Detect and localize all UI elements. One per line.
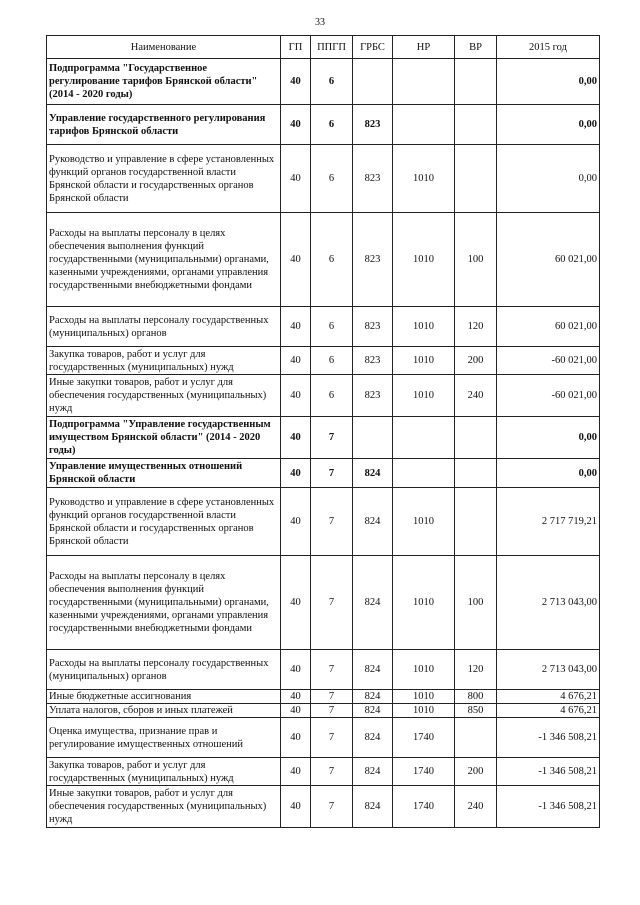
row-vr-cell xyxy=(455,459,497,488)
row-amount-cell: 0,00 xyxy=(497,59,600,105)
table-row xyxy=(47,459,600,488)
table-row xyxy=(47,556,600,650)
row-nr-cell xyxy=(393,417,455,459)
row-gp-cell: 40 xyxy=(281,459,311,488)
row-name-cell: Оценка имущества, признание прав и регулирование имущественных отношений xyxy=(47,718,281,758)
table-row xyxy=(47,704,600,718)
row-gp-cell: 40 xyxy=(281,718,311,758)
row-nr-cell: 1010 xyxy=(393,690,455,704)
row-name-cell: Подпрограмма "Управление государственным имуществом Брянской области" (2014 - 2020 годы) xyxy=(47,417,281,459)
header-ppgp: ППГП xyxy=(311,36,353,59)
row-name-cell: Иные бюджетные ассигнования xyxy=(47,690,281,704)
row-ppgp-cell: 6 xyxy=(311,105,353,145)
table-row xyxy=(47,488,600,556)
row-name-cell: Руководство и управление в сфере установленных функций органов государственной власти Брянской области и государственных органов Брянской области xyxy=(47,145,281,213)
row-grbs-cell: 824 xyxy=(353,650,393,690)
row-nr-cell: 1010 xyxy=(393,145,455,213)
row-vr-cell: 120 xyxy=(455,650,497,690)
row-amount-cell: 0,00 xyxy=(497,459,600,488)
row-gp-cell: 40 xyxy=(281,145,311,213)
row-ppgp-cell: 6 xyxy=(311,307,353,347)
row-amount-cell: 60 021,00 xyxy=(497,213,600,307)
row-gp-cell: 40 xyxy=(281,650,311,690)
header-gp: ГП xyxy=(281,36,311,59)
row-ppgp-cell: 7 xyxy=(311,459,353,488)
table-body xyxy=(47,59,600,828)
row-ppgp-cell: 7 xyxy=(311,556,353,650)
row-name-cell: Иные закупки товаров, работ и услуг для обеспечения государственных (муниципальных) нужд xyxy=(47,375,281,417)
row-gp-cell: 40 xyxy=(281,307,311,347)
page-number: 33 xyxy=(315,17,325,28)
row-name-cell: Руководство и управление в сфере установленных функций органов государственной власти Брянской области и государственных органов Брянской области xyxy=(47,488,281,556)
row-nr-cell: 1740 xyxy=(393,718,455,758)
row-ppgp-cell: 7 xyxy=(311,704,353,718)
row-name-cell: Управление имущественных отношений Брянской области xyxy=(47,459,281,488)
row-vr-cell xyxy=(455,718,497,758)
row-name-cell: Уплата налогов, сборов и иных платежей xyxy=(47,704,281,718)
row-grbs-cell: 823 xyxy=(353,145,393,213)
row-vr-cell xyxy=(455,105,497,145)
row-ppgp-cell: 7 xyxy=(311,650,353,690)
row-grbs-cell xyxy=(353,59,393,105)
row-name-cell: Закупка товаров, работ и услуг для государственных (муниципальных) нужд xyxy=(47,758,281,786)
row-ppgp-cell: 6 xyxy=(311,347,353,375)
table-row xyxy=(47,718,600,758)
row-ppgp-cell: 6 xyxy=(311,375,353,417)
row-gp-cell: 40 xyxy=(281,690,311,704)
row-grbs-cell: 823 xyxy=(353,307,393,347)
row-grbs-cell: 824 xyxy=(353,704,393,718)
table-row xyxy=(47,105,600,145)
row-nr-cell: 1010 xyxy=(393,556,455,650)
row-nr-cell: 1740 xyxy=(393,786,455,828)
row-amount-cell: -1 346 508,21 xyxy=(497,786,600,828)
table-row xyxy=(47,213,600,307)
row-nr-cell xyxy=(393,459,455,488)
row-nr-cell xyxy=(393,59,455,105)
row-amount-cell: -1 346 508,21 xyxy=(497,718,600,758)
row-amount-cell: 4 676,21 xyxy=(497,690,600,704)
table-row xyxy=(47,417,600,459)
row-nr-cell: 1010 xyxy=(393,213,455,307)
row-vr-cell: 240 xyxy=(455,375,497,417)
row-name-cell: Иные закупки товаров, работ и услуг для обеспечения государственных (муниципальных) нужд xyxy=(47,786,281,828)
row-name-cell: Расходы на выплаты персоналу государственных (муниципальных) органов xyxy=(47,307,281,347)
row-grbs-cell: 823 xyxy=(353,347,393,375)
table-row xyxy=(47,758,600,786)
row-amount-cell: -60 021,00 xyxy=(497,347,600,375)
row-gp-cell: 40 xyxy=(281,59,311,105)
table-row xyxy=(47,690,600,704)
row-amount-cell: 2 713 043,00 xyxy=(497,556,600,650)
row-vr-cell xyxy=(455,145,497,213)
row-amount-cell: 4 676,21 xyxy=(497,704,600,718)
table-header-row xyxy=(47,36,600,59)
row-vr-cell: 800 xyxy=(455,690,497,704)
row-nr-cell: 1010 xyxy=(393,704,455,718)
row-nr-cell: 1010 xyxy=(393,347,455,375)
table-row xyxy=(47,786,600,828)
row-amount-cell: 0,00 xyxy=(497,417,600,459)
row-amount-cell: -1 346 508,21 xyxy=(497,758,600,786)
row-vr-cell xyxy=(455,488,497,556)
row-gp-cell: 40 xyxy=(281,704,311,718)
row-gp-cell: 40 xyxy=(281,347,311,375)
header-name: Наименование xyxy=(47,36,281,59)
row-grbs-cell: 823 xyxy=(353,105,393,145)
header-grbs: ГРБС xyxy=(353,36,393,59)
row-nr-cell: 1740 xyxy=(393,758,455,786)
table-row xyxy=(47,650,600,690)
row-nr-cell xyxy=(393,105,455,145)
table-row xyxy=(47,59,600,105)
row-grbs-cell: 823 xyxy=(353,375,393,417)
row-ppgp-cell: 7 xyxy=(311,417,353,459)
row-gp-cell: 40 xyxy=(281,105,311,145)
row-vr-cell: 100 xyxy=(455,213,497,307)
row-name-cell: Расходы на выплаты персоналу в целях обеспечения выполнения функций государственными (муниципальными) органами, казенными учреждениями, органами управления государственными внебюджетными фондами xyxy=(47,556,281,650)
row-gp-cell: 40 xyxy=(281,417,311,459)
row-name-cell: Расходы на выплаты персоналу в целях обеспечения выполнения функций государственными (муниципальными) органами, казенными учреждениями, органами управления государственными внебюджетными фондами xyxy=(47,213,281,307)
row-amount-cell: 2 713 043,00 xyxy=(497,650,600,690)
row-gp-cell: 40 xyxy=(281,556,311,650)
row-gp-cell: 40 xyxy=(281,488,311,556)
row-ppgp-cell: 7 xyxy=(311,786,353,828)
row-name-cell: Расходы на выплаты персоналу государственных (муниципальных) органов xyxy=(47,650,281,690)
row-vr-cell: 120 xyxy=(455,307,497,347)
row-name-cell: Подпрограмма "Государственное регулирование тарифов Брянской области" (2014 - 2020 годы) xyxy=(47,59,281,105)
row-grbs-cell: 824 xyxy=(353,459,393,488)
row-vr-cell xyxy=(455,59,497,105)
row-nr-cell: 1010 xyxy=(393,650,455,690)
table-row xyxy=(47,375,600,417)
header-nr: НР xyxy=(393,36,455,59)
row-amount-cell: 60 021,00 xyxy=(497,307,600,347)
row-vr-cell xyxy=(455,417,497,459)
row-grbs-cell: 823 xyxy=(353,213,393,307)
row-ppgp-cell: 6 xyxy=(311,213,353,307)
row-vr-cell: 850 xyxy=(455,704,497,718)
row-grbs-cell: 824 xyxy=(353,488,393,556)
row-ppgp-cell: 7 xyxy=(311,758,353,786)
row-grbs-cell: 824 xyxy=(353,786,393,828)
row-amount-cell: -60 021,00 xyxy=(497,375,600,417)
row-amount-cell: 0,00 xyxy=(497,145,600,213)
row-grbs-cell: 824 xyxy=(353,718,393,758)
row-gp-cell: 40 xyxy=(281,213,311,307)
table-row xyxy=(47,145,600,213)
row-grbs-cell xyxy=(353,417,393,459)
row-ppgp-cell: 7 xyxy=(311,690,353,704)
row-name-cell: Закупка товаров, работ и услуг для государственных (муниципальных) нужд xyxy=(47,347,281,375)
row-nr-cell: 1010 xyxy=(393,307,455,347)
header-year: 2015 год xyxy=(497,36,600,59)
row-ppgp-cell: 7 xyxy=(311,718,353,758)
row-grbs-cell: 824 xyxy=(353,758,393,786)
row-ppgp-cell: 6 xyxy=(311,145,353,213)
table-row xyxy=(47,307,600,347)
table-row xyxy=(47,347,600,375)
row-vr-cell: 240 xyxy=(455,786,497,828)
row-vr-cell: 200 xyxy=(455,347,497,375)
row-nr-cell: 1010 xyxy=(393,375,455,417)
row-gp-cell: 40 xyxy=(281,758,311,786)
row-nr-cell: 1010 xyxy=(393,488,455,556)
row-vr-cell: 100 xyxy=(455,556,497,650)
row-ppgp-cell: 6 xyxy=(311,59,353,105)
row-vr-cell: 200 xyxy=(455,758,497,786)
row-amount-cell: 0,00 xyxy=(497,105,600,145)
row-grbs-cell: 824 xyxy=(353,690,393,704)
row-ppgp-cell: 7 xyxy=(311,488,353,556)
row-name-cell: Управление государственного регулирования тарифов Брянской области xyxy=(47,105,281,145)
header-vr: ВР xyxy=(455,36,497,59)
row-gp-cell: 40 xyxy=(281,375,311,417)
budget-table xyxy=(46,35,600,828)
row-gp-cell: 40 xyxy=(281,786,311,828)
row-grbs-cell: 824 xyxy=(353,556,393,650)
row-amount-cell: 2 717 719,21 xyxy=(497,488,600,556)
